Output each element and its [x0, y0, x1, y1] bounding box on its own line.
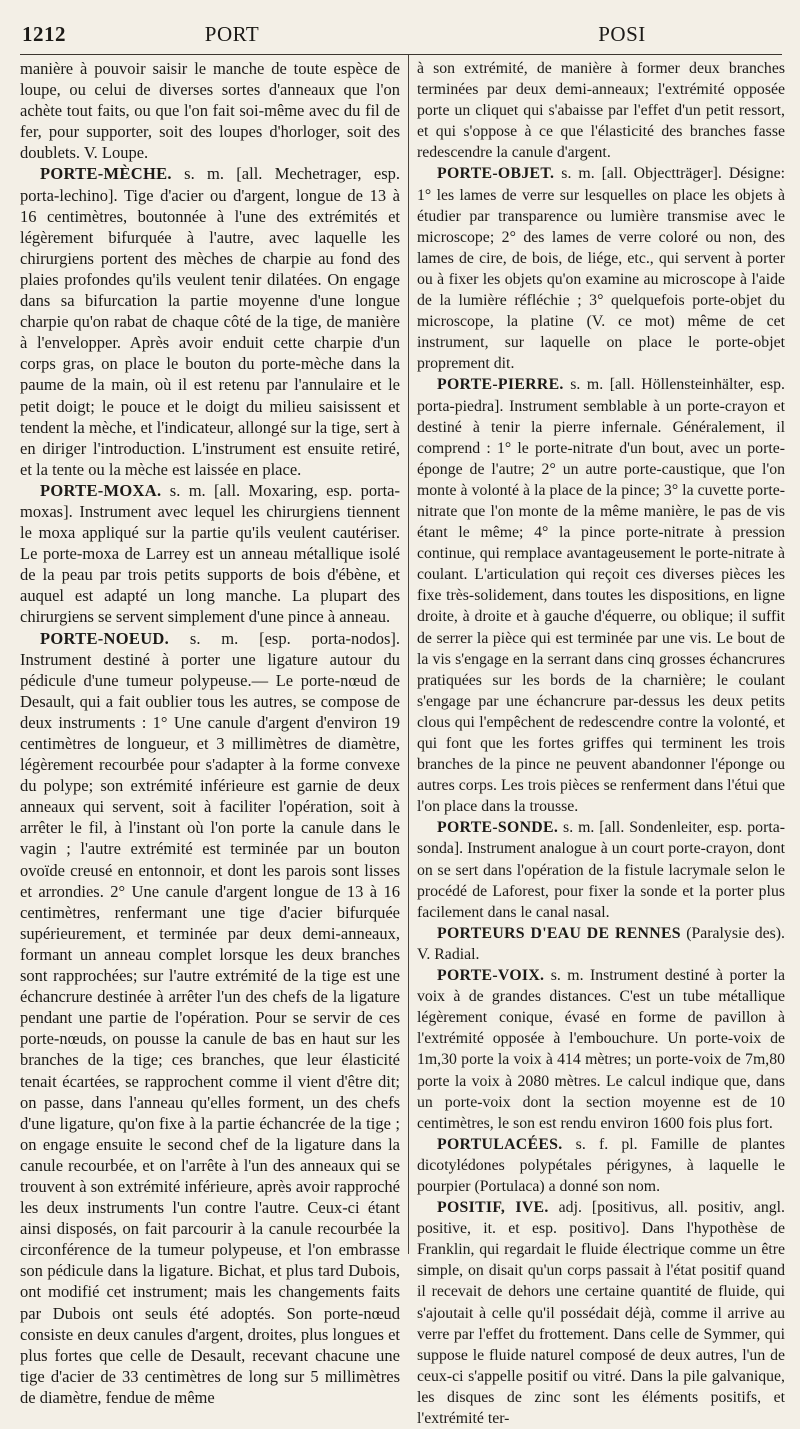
headword: PORTE-MOXA. [40, 480, 162, 500]
entry-loupe-continuation: manière à pouvoir saisir le manche de toute espèce de loupe, ou celui de diverses sortes d'anneaux que l'on achète tout faits, ou que l'on fait soi-même avec du fil de fer, pour supporter, soit des loupes d'horloger, soit des doublets. V. Loupe. [20, 59, 400, 163]
headword: PORTULACÉES. [437, 1135, 563, 1153]
entry-text: s. m. [all. Sondenleiter, esp. porta-sonda]. Instrument analogue à un court porte-crayon, dont on se sert dans l'opération de la fistule lacrymale selon le procédé de Laforest, pour fixer la sonde et la porter plus facilement dans le canal nasal. [417, 819, 785, 921]
headword: PORTE-SONDE. [437, 819, 559, 837]
entry-porte-noeud-continuation: à son extrémité, de manière à former deux branches terminées par deux demi-anneaux; l'extrémité opposée porte un cliquet qui s'abaisse par l'effet d'un petit ressort, et qui s'oppose à ce que l'élasticité des branches fasse redescendre la canule d'argent. [417, 60, 785, 162]
entry-text: s. m. [all. Höllensteinhälter, esp. porta-piedra]. Instrument semblable à un porte-crayon et destiné à tenir la pierre infernale. Généralement, il comprend : 1° le porte-nitrate d'un bout, avec un porte-éponge de l'autre; 2° un autre porte-caustique, que l'on monte à volonté à la place de la pince; 3° la cuvette porte-nitrate que l'on monte de la même manière, le pas de vis étant le même; 4° la pince porte-nitrate à pression continue, qui remplace avantageusement le porte-nitrate à coulant. L'articulation qui reçoit ces diverses pièces les fixe très-solidement, dans toutes les dispositions, en ligne droite, à droite et à gauche d'équerre, ou oblique; il suffit de serrer la pièce qui est terminée par une vis. Le bout de la vis s'engage en la serrant dans cinq grosses échancrures pratiquées sur les bords de la charnière; le coulant s'engage par une échancrure par-dessus les deux petits clous qui l'empêchent de redescendre contre la volonté, et qui font que les fortes griffes qui terminent les trois branches de la pince ne peuvent abandonner l'éponge ou autres corps. Les trois pièces se renferment dans l'étui que l'on place dans la trousse. [417, 376, 785, 816]
entry-positif [417, 1197, 785, 1429]
right-column [417, 58, 786, 1427]
entry-porte-objet [417, 163, 785, 374]
headword: PORTE-PIERRE. [437, 376, 564, 394]
headword: PORTE-VOIX. [437, 967, 545, 985]
entry-porte-voix [417, 965, 785, 1134]
entry-porte-moxa [20, 480, 400, 628]
entry-text: s. m. [all. Mechetrager, esp. porta-lechino]. Tige d'acier ou d'argent, longue de 13 à 16 centimètres, boutonnée à l'une des extrémités et légèrement bifurquée à l'autre, avec laquelle les chirurgiens portent des mèches de charpie au fond des plaies profondes qu'ils veulent tenir dilatées. On engage dans sa bifurcation la partie moyenne d'une longue charpie qu'on rabat de chaque côté de la tige, de manière à l'envelopper. Après avoir enduit cette charpie d'un corps gras, on place le bouton du porte-mèche dans la paume de la main, où il est retenu par l'annulaire et le petit doigt; le pouce et le doigt du milieu saisissent et tendent la mèche, et l'indicateur, allongé sur la tige, sert à en diriger l'introduction. L'instrument est ensuite retiré, et la tente ou la mèche est laissée en place. [20, 164, 400, 479]
headword: PORTE-MÈCHE. [40, 164, 172, 184]
header-rule [20, 54, 782, 55]
entry-text: adj. [positivus, all. positiv, angl. positive, it. et esp. positivo]. Dans l'hypothèse de Franklin, qui regardait le fluide électrique comme un être simple, on disait qu'un corps passait à l'état positif quand il recevait de dehors une certaine quantité de fluide, qui s'ajoutait à celle qu'il possédait déjà, comme il arrive au verre par l'effet du frottement. Dans celle de Symmer, qui suppose le fluide naturel composé de deux autres, l'un de ceux-ci s'appelle positif ou vitré. Dans la pile galvanique, les disques de zinc sont les éléments positifs, et l'extrémité ter- [417, 1199, 786, 1427]
page-number: 1212 [22, 22, 66, 46]
entry-porte-meche [20, 163, 400, 479]
left-column [20, 58, 400, 1407]
headword: PORTE-OBJET. [437, 165, 555, 183]
entry-text: s. f. pl. Famille de plantes dicotylédones polypétales périgynes, à laquelle le pourpier (Portulaca) a donné son nom. [417, 1135, 785, 1195]
entry-porte-sonde [417, 817, 785, 922]
entry-porte-noeud [20, 628, 400, 1408]
entry-porteurs-d-eau [417, 923, 785, 965]
headword: PORTE-NOEUD. [40, 628, 170, 648]
entry-portulacees [417, 1134, 785, 1197]
right-running-title: POSI [598, 22, 646, 46]
left-running-title: PORT [204, 22, 260, 46]
entry-text: s. m. [all. Moxaring, esp. porta-moxas]. Instrument avec lequel les chirurgiens tiennent le moxa appliqué sur la partie qu'ils veulent cautériser. Le porte-moxa de Larrey est un anneau métallique isolé de la peau par trois petits supports de bois d'ébène, et auquel est adapté un long manche. La plupart des chirurgiens se servent simplement d'une pince à anneau. [20, 480, 400, 627]
headword: POSITIF, IVE. [437, 1199, 549, 1217]
column-divider [408, 55, 409, 1254]
entry-text: s. m. [all. Objectträger]. Désigne: 1° les lames de verre sur lesquelles on place les objets à étudier par transparence ou lumière transmise avec le microscope; 2° des lames de verre coloré ou non, des lames de cire, de bois, de liége, etc., qui servent à porter ou à fixer les objets qu'on examine au microscope à l'aide de la lumière réfléchie ; 3° quelquefois porte-objet du microscope, la platine (V. ce mot) même de cet instrument, sur laquelle on place le porte-objet proprement dit. [417, 165, 785, 373]
entry-text: (Paralysie des). V. Radial. [417, 924, 785, 963]
entry-text: s. m. [esp. porta-nodos]. Instrument destiné à porter une ligature autour du pédicule d'une tumeur polypeuse.— Le porte-nœud de Desault, qui a fait oublier tous les autres, se compose de deux instruments : 1° Une canule d'argent d'environ 19 centimètres de longueur, et 3 millimètres de diamètre, légèrement recourbée pour s'adapter à la forme convexe du polype; son extrémité inférieure est garnie de deux anneaux qui servent, soit à faciliter l'opération, soit à arrêter le fil, à l'instant où l'on porte la canule dans le vagin ; l'autre extrémité est terminée par un bouton ovoïde creusé en entonnoir, et dont les parois sont lisses et arrondies. 2° Une canule d'argent longue de 13 à 16 centimètres, renfermant une tige d'acier bifurquée supérieurement, et terminée par deux demi-anneaux, formant un anneau complet lorsque les deux branches sont rapprochées; sur l'autre extrémité de la tige est une échancrure destinée à arrêter l'un des chefs de la ligature pendant une partie de l'opération. Pour se servir de ces porte-nœuds, on pousse la canule de bas en haut sur les branches de la tige; ces branches, que leur élasticité tenait écartées, se rapprochent comme il vient d'être dit; on passe, dans l'anneau qu'elles forment, un des chefs d'une ligature, qu'on fixe à la partie échancrée de la tige ; on engage ensuite le second chef de la ligature dans la canule recourbée, et on l'arrête à l'un des anneaux qui se trouvent à son extrémité inférieure, après avoir rapproché les deux instruments l'un contre l'autre. Ceux-ci étant ainsi disposés, on fait parcourir à la canule recourbée la circonférence de la tumeur polypeuse, et l'on embrasse son pédicule dans la ligature. Bichat, et plus tard Dubois, ont modifié cet instrument; mais les changements faits par Dubois ont seuls été adoptés. Son porte-nœud consiste en deux canules d'argent, droites, plus longues et plus fortes que celle de Desault, recevant chacune une tige d'acier de 33 centimètres de long sur 5 millimètres de diamètre, fendue de même [20, 628, 400, 1407]
running-head [22, 22, 782, 52]
entry-text: s. m. Instrument destiné à porter la voix à de grandes distances. C'est un tube métallique légèrement conique, évasé en forme de pavillon à l'extrémité opposée à l'embouchure. Un porte-voix de 1m,30 porte la voix à 414 mètres; un porte-voix de 7m,80 porte la voix à 2080 mètres. Le calcul indique que, dans un porte-voix dont la section moyenne est de 10 centimètres, le son est rendu environ 1600 fois plus fort. [417, 967, 785, 1132]
headword: PORTEURS D'EAU DE RENNES [437, 924, 681, 942]
entry-porte-pierre [417, 374, 785, 817]
